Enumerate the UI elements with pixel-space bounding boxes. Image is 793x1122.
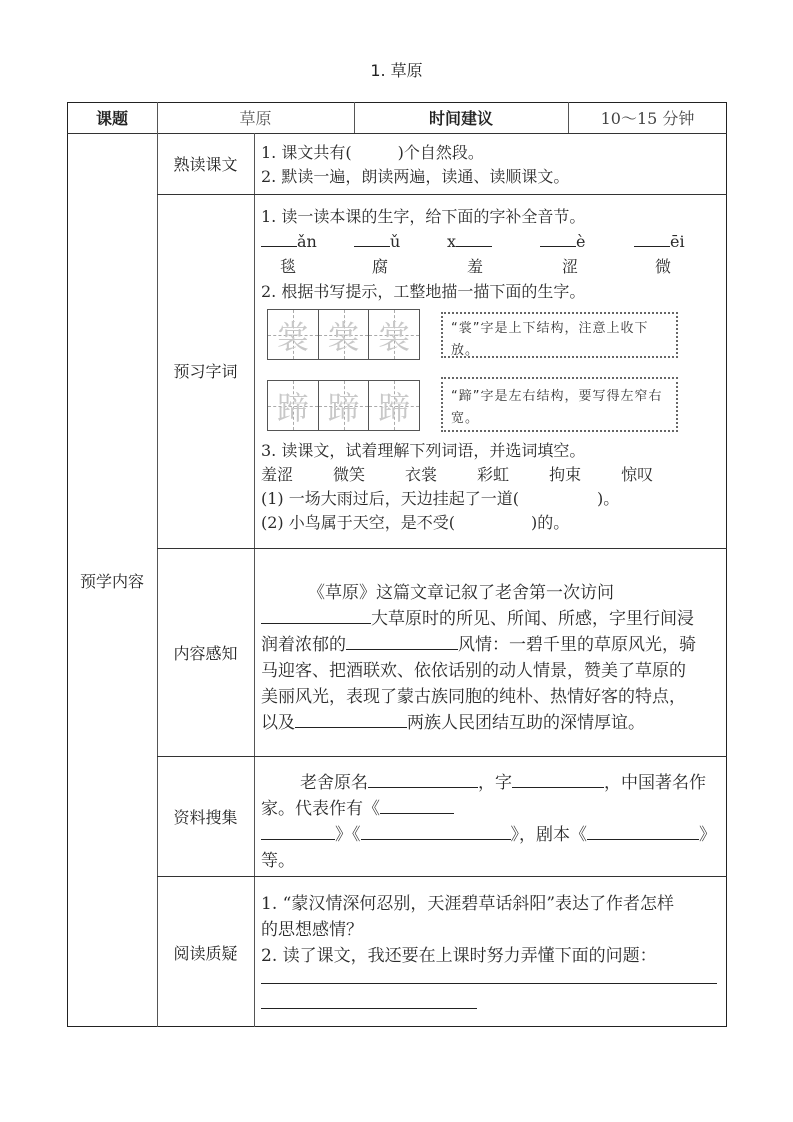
reading-q1-suffix: )个自然段。 <box>397 143 484 162</box>
word-option: 彩虹 <box>477 465 510 484</box>
content-line: 美丽风光，表现了蒙古族同胞的纯朴、热情好客的特点， <box>261 687 686 707</box>
research-text: 家。代表作有《 <box>261 799 380 819</box>
research-text: ，中国著名作 <box>604 773 706 793</box>
pinyin-blank[interactable] <box>261 230 297 247</box>
content-text: 大草原时的所见、所闻、所感，字里行间浸 <box>371 609 694 629</box>
topic-value: 草原 <box>239 109 272 128</box>
answer-blank[interactable] <box>512 771 604 788</box>
pinyin-char: 腐 <box>372 257 389 276</box>
research-text: 老舍原名 <box>300 773 368 793</box>
fill-text: (1) 一场大雨过后，天边挂起了一道( <box>261 489 519 508</box>
content-line <box>261 710 645 736</box>
writing-hint: “蹄”字是左右结构，要写得左窄右宽。 <box>441 377 678 432</box>
research-label: 资料搜集 <box>173 807 238 827</box>
divider <box>157 102 158 1027</box>
answer-blank[interactable] <box>361 823 511 840</box>
topic-label: 课题 <box>95 109 128 128</box>
time-label: 时间建议 <box>428 109 493 128</box>
answer-blank[interactable] <box>295 711 407 728</box>
fill-question-1 <box>261 487 619 511</box>
pinyin-blank[interactable] <box>634 230 670 247</box>
content-text: 风情：一碧千里的草原风光，骑 <box>458 635 696 655</box>
questions-label: 阅读质疑 <box>173 943 238 963</box>
reading-label: 熟读课文 <box>173 155 238 174</box>
research-line <box>300 770 706 796</box>
pinyin-item <box>354 230 400 254</box>
grid-cell[interactable] <box>319 310 370 359</box>
word-option: 拘束 <box>549 465 582 484</box>
pinyin-blank[interactable] <box>354 230 390 247</box>
research-text: 》《 <box>335 825 361 845</box>
word-bank <box>261 463 653 487</box>
pinyin-char: 微 <box>655 257 672 276</box>
trace-char: 裳 <box>327 317 360 356</box>
grid-cell[interactable] <box>268 381 319 430</box>
answer-blank[interactable] <box>587 823 699 840</box>
characters-q3: 3. 读课文，试着理解下列词语，并选词填空。 <box>261 441 586 460</box>
writing-hint: “裳”字是上下结构，注意上收下放。 <box>441 312 678 358</box>
pinyin-final: è <box>576 232 586 251</box>
content-line: 马迎客、把酒联欢、依依话别的动人情景，赞美了草原的 <box>261 661 686 681</box>
answer-blank[interactable] <box>261 823 335 840</box>
pinyin-blank[interactable] <box>540 230 576 247</box>
answer-blank[interactable] <box>380 797 454 814</box>
divider <box>157 548 727 549</box>
divider <box>157 756 727 757</box>
reading-q1 <box>261 141 484 165</box>
answer-line[interactable] <box>261 1008 477 1009</box>
pinyin-char: 涩 <box>562 257 579 276</box>
research-line <box>261 796 454 822</box>
divider <box>254 133 255 1027</box>
research-line <box>261 822 716 848</box>
research-text: 》 <box>699 825 716 845</box>
divider <box>157 876 727 877</box>
content-text: 两族人民团结互助的深情厚谊。 <box>407 713 645 733</box>
word-option: 惊叹 <box>621 465 654 484</box>
content-line: 《草原》这篇文章记叙了老舍第一次访问 <box>308 583 614 603</box>
trace-char: 裳 <box>276 317 309 356</box>
page-title: 1. 草原 <box>370 61 423 80</box>
question-line: 2. 读了课文，我还要在上课时努力弄懂下面的问题： <box>261 946 657 966</box>
characters-label: 预习字词 <box>173 361 238 381</box>
research-text: 》，剧本《 <box>510 825 587 845</box>
trace-char: 蹄 <box>276 388 309 427</box>
pinyin-final: ēi <box>670 232 685 251</box>
trace-char: 裳 <box>378 317 411 356</box>
grid-cell[interactable] <box>369 381 419 430</box>
tracing-grid[interactable] <box>267 309 420 360</box>
pinyin-item <box>447 230 492 254</box>
fill-text: (2) 小鸟属于天空，是不受( <box>261 513 455 532</box>
word-option: 微笑 <box>333 465 366 484</box>
word-option: 羞涩 <box>261 465 294 484</box>
grid-cell[interactable] <box>268 310 319 359</box>
pinyin-final: ǔ <box>390 232 401 251</box>
content-label: 内容感知 <box>173 643 238 663</box>
pinyin-item <box>540 230 585 254</box>
word-option: 衣裳 <box>405 465 438 484</box>
reading-q1-prefix: 1. 课文共有( <box>261 143 352 162</box>
characters-q2: 2. 根据书写提示，工整地描一描下面的生字。 <box>261 282 586 301</box>
research-line: 等。 <box>261 851 295 871</box>
reading-q2: 2. 默读一遍，朗读两遍，读通、读顺课文。 <box>261 167 570 186</box>
pinyin-char: 羞 <box>467 257 484 276</box>
answer-blank[interactable] <box>261 607 371 624</box>
fill-question-2 <box>261 511 569 535</box>
pinyin-final: ǎn <box>297 232 317 251</box>
trace-char: 蹄 <box>378 388 411 427</box>
question-line: 的思想感情？ <box>261 920 363 940</box>
divider <box>157 194 727 195</box>
question-line: 1. “蒙汉情深何忍别，天涯碧草话斜阳”表达了作者怎样 <box>261 894 675 914</box>
answer-blank[interactable] <box>346 633 458 650</box>
time-value: 10～15 分钟 <box>600 109 695 128</box>
fill-text: )。 <box>597 489 620 508</box>
grid-cell[interactable] <box>319 381 370 430</box>
pinyin-char: 毯 <box>280 257 297 276</box>
content-line <box>261 606 694 632</box>
content-text: 润着浓郁的 <box>261 635 346 655</box>
trace-char: 蹄 <box>327 388 360 427</box>
fill-text: )的。 <box>531 513 570 532</box>
answer-line[interactable] <box>261 983 717 984</box>
pinyin-initial: x <box>447 232 457 251</box>
pinyin-item <box>261 230 317 254</box>
tracing-grid[interactable] <box>267 380 420 431</box>
pinyin-item <box>634 230 685 254</box>
research-text: ，字 <box>478 773 512 793</box>
grid-cell[interactable] <box>369 310 419 359</box>
answer-blank[interactable] <box>368 771 478 788</box>
characters-q1: 1. 读一读本课的生字，给下面的字补全音节。 <box>261 207 586 226</box>
pinyin-blank[interactable] <box>456 230 492 247</box>
preview-content-label: 预学内容 <box>79 571 144 591</box>
content-line <box>261 632 696 658</box>
content-text: 以及 <box>261 713 295 733</box>
